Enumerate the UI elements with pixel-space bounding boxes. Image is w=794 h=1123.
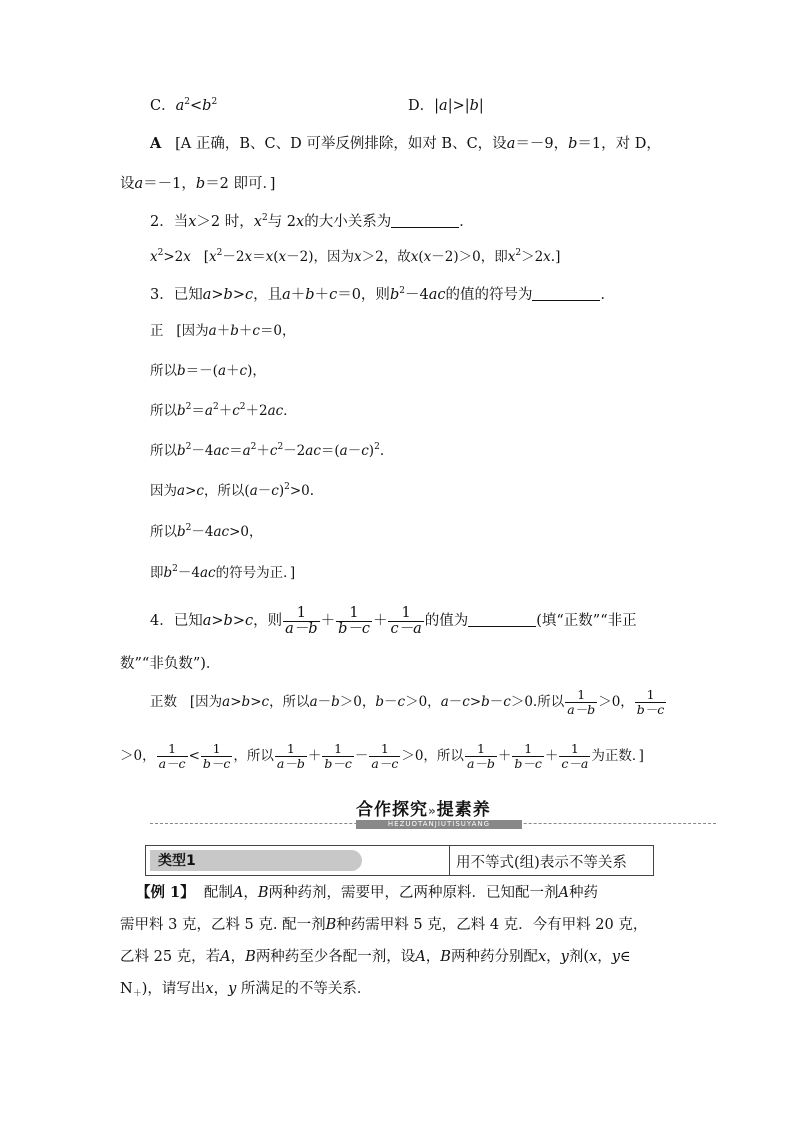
q3-answer-line7: 即$b^2-4ac$的符号为正．] [150, 564, 296, 581]
section-title: 合作探究»提素养 [356, 800, 491, 820]
q4-answer-line2: ＞0， $\frac{1}{a-c}$ < $\frac{1}{b-c}$ ，所以 $\frac{1}{a-b}$ ＋ $\frac{1}{b-c}$ － $\frac{1}{a-c}$ ＞0，所以 $\frac{1}{a-b}$ ＋ $\frac{1}{b-c}$ ＋ $\frac{1}{c-a}$ 为正数．] [120, 741, 644, 771]
type-label: 类型1 [158, 853, 196, 869]
option-c: C．$a^2<b^2$ [150, 97, 218, 114]
q3-answer-line2: 所以b＝－(a＋c)， [150, 363, 266, 379]
q3-answer-line1: 正 [因为a＋b＋c＝0， [150, 323, 296, 339]
option-d: D．|a|>|b| [408, 98, 484, 114]
question-4-cont: 数”“非负数”)． [120, 656, 221, 672]
example-1-line4: $N_+$)，请写出x，y 所满足的不等关系． [120, 981, 372, 999]
type-desc-box [450, 845, 654, 876]
type-label-box [145, 845, 450, 876]
example-1-line1: 【例 1】 配制A，B两种药剂，需要甲，乙两种原料．已知配一剂A种药 [136, 884, 598, 901]
type-desc: 用不等式(组)表示不等关系 [456, 855, 627, 871]
q3-answer-line4: 所以$b^2-4ac=a^2+c^2-2ac=(a-c)^2$. [150, 442, 385, 459]
question-3: 3．已知a>b>c，且a＋b＋c＝0，则$b^2-4ac$的值的符号为 ． [150, 286, 615, 303]
q2-answer: $x^2>2x$ [$x^2-2x=x(x-2)$，因为x＞2，故x(x－2)＞0，即$x^2>2x$.] [150, 248, 561, 265]
q4-answer-line1: 正数 [因为a>b>c，所以a－b＞0，b－c＞0，a－c>b－c＞0.所以 $\frac{1}{a-b}$ ＞0， $\frac{1}{b-c}$ [150, 687, 665, 717]
q3-answer-line5: 因为a>c，所以$(a-c)^2>0$. [150, 482, 315, 499]
example-1-line3: 乙料 25 克，若A，B两种药至少各配一剂，设A，B两种药分别配x，y剂(x，y∈ [120, 949, 631, 965]
section-subtitle: HEZUOTANJIUTISUYANG [356, 820, 522, 829]
q1-answer-line1: A [A 正确，B、C、D 可举反例排除，如对 B、C，设a＝－9，b＝1，对 D， [150, 135, 661, 152]
q3-answer-line6: 所以$b^2-4ac>0$， [150, 523, 263, 540]
q3-answer-line3: 所以$b^2=a^2+c^2+2ac$． [150, 402, 297, 419]
example-1-line2: 需甲料 3 克，乙料 5 克. 配一剂B种药需甲料 5 克，乙料 4 克．今有甲料 20 克， [120, 917, 648, 933]
q1-answer-line2: 设a＝－1，b＝2 即可．] [120, 176, 276, 192]
question-2: 2．当x＞2 时，$x^2$与 2x的大小关系为 ． [150, 213, 474, 230]
double-chevron-icon: » [428, 804, 437, 818]
question-4: 4．已知a>b>c，则 $\frac{1}{a-b}$ ＋ $\frac{1}{b-c}$ ＋ $\frac{1}{c-a}$ 的值为 (填“正数”“非正 [150, 604, 637, 637]
